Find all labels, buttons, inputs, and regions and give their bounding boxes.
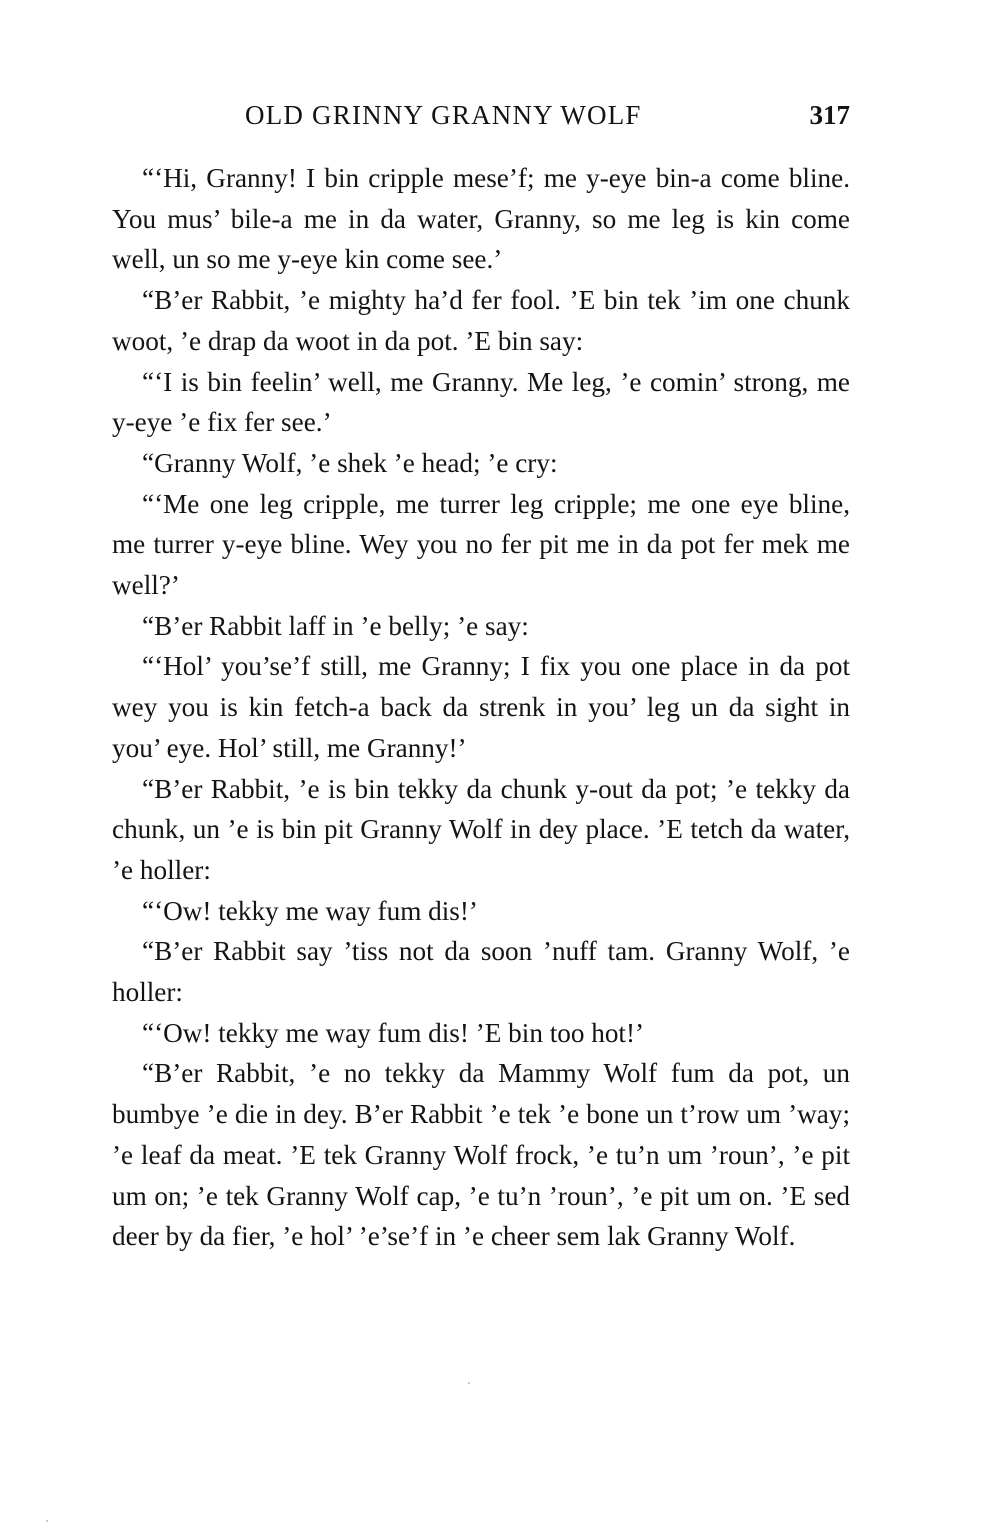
paragraph-12: “B’er Rabbit, ’e no tekky da Mammy Wolf fum da pot, un bumbye ’e die in dey. B’er Rabbit ’e tek ’e bone un t’row um ’way; ’e leaf da meat. ’E tek Granny Wolf frock, ’e tu’n um ’roun’, ’e pit um on; ’e tek Granny Wolf cap, ’e tu’n ’roun’, ’e pit um on. ’E sed deer by da fier, ’e hol’ ’e’se’f in ’e cheer sem lak Granny Wolf.: [112, 1058, 850, 1252]
paragraph-1: “‘Hi, Granny! I bin cripple mese’f; me y-eye bin-a come bline. You mus’ bile-a me in da water, Granny, so me leg is kin come well, un so me y-eye kin come see.’: [112, 163, 850, 275]
print-speck: [46, 1520, 48, 1522]
running-head: [112, 100, 850, 144]
paragraph-2: “B’er Rabbit, ’e mighty ha’d fer fool. ’E bin tek ’im one chunk woot, ’e drap da woot in da pot. ’E bin say:: [112, 285, 850, 356]
print-speck: [468, 1382, 470, 1384]
paragraph-8: “B’er Rabbit, ’e is bin tekky da chunk y-out da pot; ’e tekky da chunk, un ’e is bin pit Granny Wolf in dey place. ’E tetch da water, ’e holler:: [112, 773, 850, 885]
paragraph-5: “‘Me one leg cripple, me turrer leg cripple; me one eye bline, me turrer y-eye bline. Wey you no fer pit me in da pot fer mek me well?’: [112, 488, 850, 601]
paragraph-6: “B’er Rabbit laff in ’e belly; ’e say:: [142, 610, 529, 641]
paragraph-9: “‘Ow! tekky me way fum dis!’: [142, 895, 478, 926]
running-title: OLD GRINNY GRANNY WOLF: [245, 100, 642, 130]
paragraph-10: “B’er Rabbit say ’tiss not da soon ’nuff tam. Granny Wolf, ’e holler:: [112, 936, 850, 1008]
page-number: 317: [809, 100, 850, 130]
paragraph-7: “‘Hol’ you’se’f still, me Granny; I fix you one place in da pot wey you is kin fetch-a back da strenk in you’ leg un da sight in you’ eye. Hol’ still, me Granny!’: [112, 651, 850, 763]
paragraph-3: “‘I is bin feelin’ well, me Granny. Me leg, ’e comin’ strong, me y-eye ’e fix fer see.’: [112, 366, 850, 438]
paragraph-4: “Granny Wolf, ’e shek ’e head; ’e cry:: [142, 447, 558, 478]
paragraph-11: “‘Ow! tekky me way fum dis! ’E bin too hot!’: [142, 1017, 645, 1048]
body-text: [112, 158, 850, 1257]
